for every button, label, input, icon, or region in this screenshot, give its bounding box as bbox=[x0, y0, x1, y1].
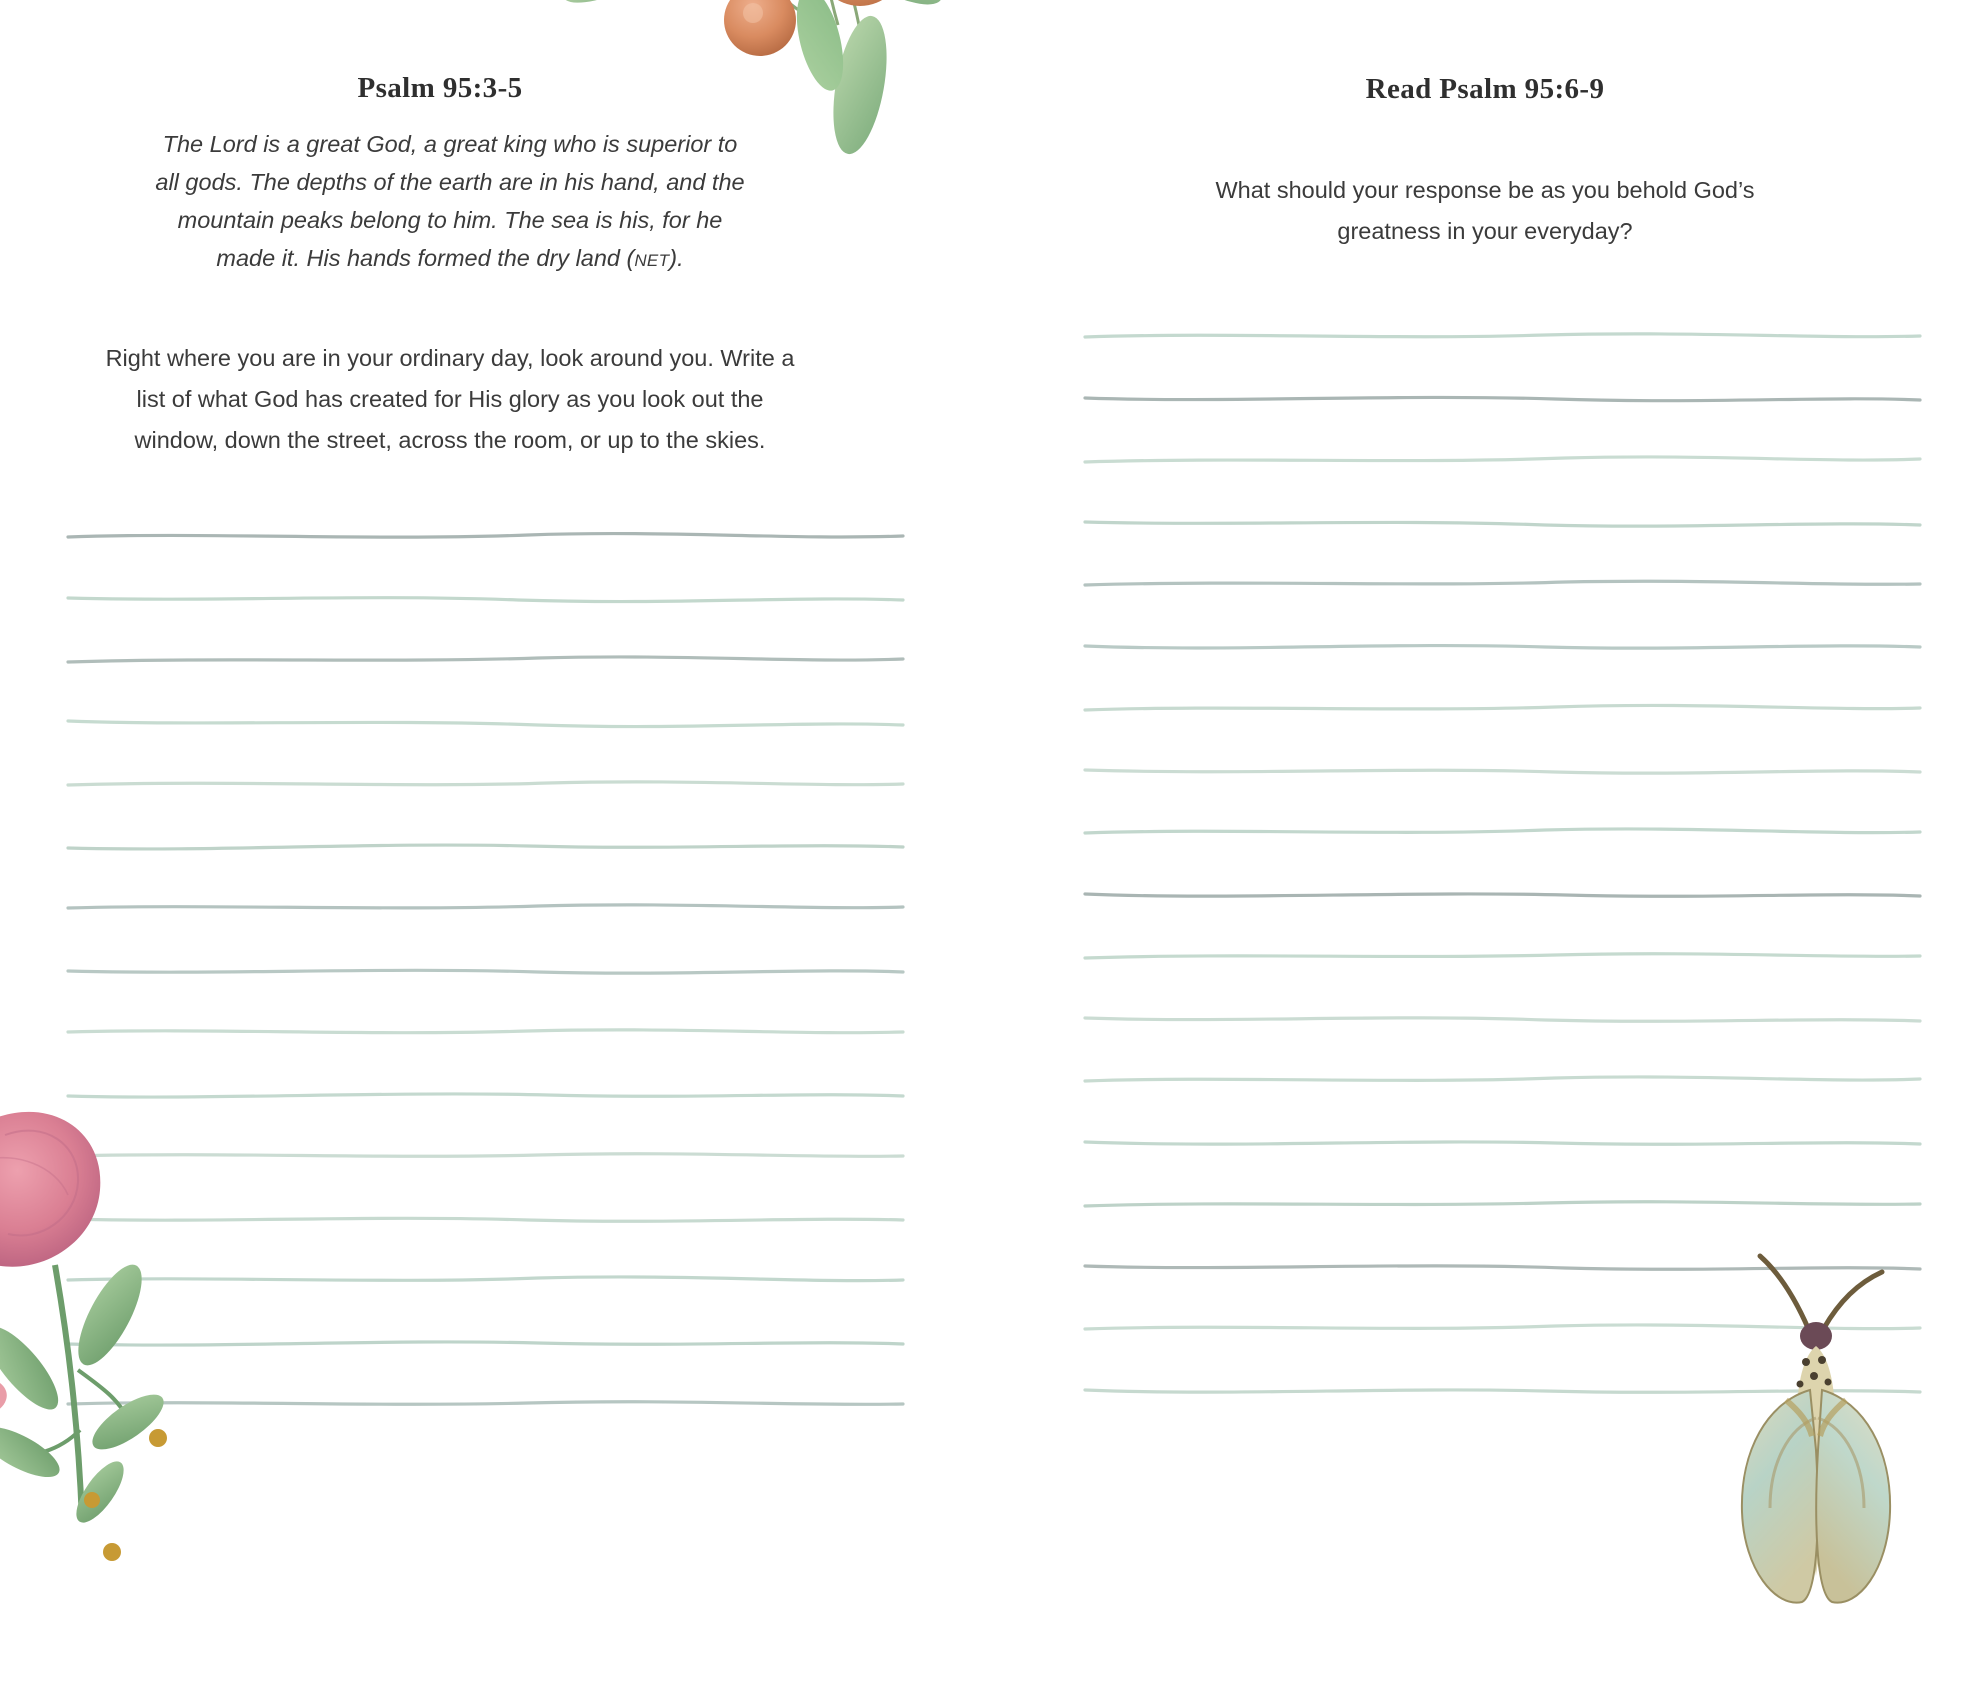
writing-line[interactable] bbox=[1085, 1074, 1920, 1136]
writing-line[interactable] bbox=[1085, 392, 1920, 454]
writing-line[interactable] bbox=[1085, 1136, 1920, 1198]
writing-line[interactable] bbox=[68, 1150, 903, 1212]
writing-line[interactable] bbox=[68, 530, 903, 592]
writing-line[interactable] bbox=[68, 964, 903, 1026]
writing-line[interactable] bbox=[68, 654, 903, 716]
writing-line[interactable] bbox=[1085, 1198, 1920, 1260]
writing-line[interactable] bbox=[1085, 516, 1920, 578]
writing-line[interactable] bbox=[68, 1336, 903, 1398]
writing-line[interactable] bbox=[1085, 578, 1920, 640]
verse-body: The Lord is a great God, a great king who is superior to all gods. The depths of the earth are in his hand, and the mountain peaks belong to him. The sea is his, for he made it. His hands formed the dry land ( bbox=[155, 131, 745, 271]
writing-line[interactable] bbox=[1085, 1260, 1920, 1322]
writing-line[interactable] bbox=[1085, 1384, 1920, 1446]
verse-translation: NET bbox=[634, 251, 670, 270]
writing-line[interactable] bbox=[68, 1088, 903, 1150]
right-page-heading: Read Psalm 95:6-9 bbox=[1365, 73, 1605, 105]
writing-line[interactable] bbox=[1085, 826, 1920, 888]
writing-line[interactable] bbox=[1085, 330, 1920, 392]
writing-line[interactable] bbox=[68, 1274, 903, 1336]
left-page-heading: Psalm 95:3-5 bbox=[357, 72, 523, 104]
writing-line[interactable] bbox=[1085, 454, 1920, 516]
writing-line[interactable] bbox=[1085, 702, 1920, 764]
verse-text bbox=[150, 125, 750, 280]
writing-line[interactable] bbox=[1085, 950, 1920, 1012]
writing-line[interactable] bbox=[1085, 764, 1920, 826]
writing-line[interactable] bbox=[68, 840, 903, 902]
writing-line[interactable] bbox=[68, 592, 903, 654]
writing-line[interactable] bbox=[1085, 1322, 1920, 1384]
writing-line[interactable] bbox=[68, 1398, 903, 1460]
writing-line[interactable] bbox=[68, 1026, 903, 1088]
writing-line[interactable] bbox=[1085, 888, 1920, 950]
right-writing-lines[interactable] bbox=[1085, 330, 1920, 1446]
writing-line[interactable] bbox=[68, 778, 903, 840]
right-page-prompt: What should your response be as you behold God’s greatness in your everyday? bbox=[1215, 177, 1755, 244]
verse-body-end: ). bbox=[669, 245, 684, 271]
writing-line[interactable] bbox=[1085, 640, 1920, 702]
left-writing-lines[interactable] bbox=[68, 530, 903, 1460]
left-page-prompt: Right where you are in your ordinary day, look around you. Write a list of what God has created for His glory as you look out the window, down the street, across the room, or up to the skies. bbox=[105, 345, 795, 453]
writing-line[interactable] bbox=[68, 902, 903, 964]
writing-line[interactable] bbox=[68, 1212, 903, 1274]
writing-line[interactable] bbox=[1085, 1012, 1920, 1074]
writing-line[interactable] bbox=[68, 716, 903, 778]
